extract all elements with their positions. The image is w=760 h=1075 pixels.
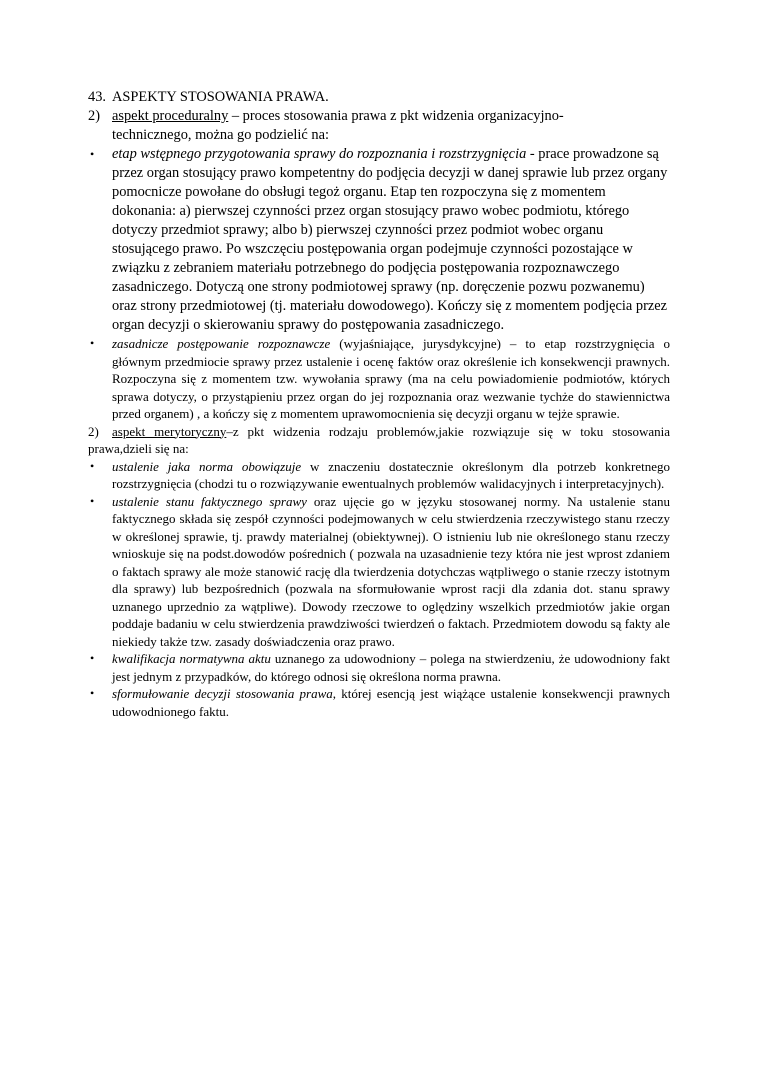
list-item-norm: [88, 458, 670, 493]
list-item-main-proceedings: [88, 335, 670, 423]
term-substantive-aspect: aspekt merytoryczny: [112, 423, 227, 439]
item-term: etap wstępnego przygotowania sprawy do rozpoznania i rozstrzygnięcia: [112, 146, 527, 162]
bullet-icon: •: [90, 147, 95, 161]
item-text: uznanego za udowodniony – polega na stwierdzeniu, że udowodniony fakt jest jednym z przypadków, do którego odnosi się określona norma prawna.: [112, 651, 670, 684]
item-term: kwalifikacja normatywna aktu: [112, 651, 271, 666]
bullet-icon: •: [90, 651, 95, 665]
item-text: w znaczeniu dostatecznie określonym dla potrzeb konkretnego rozstrzygnięcia (chodzi tu o rozwiązywanie ewentualnych problemów walidacyjnych i interpretacyjnych).: [112, 458, 670, 491]
section-continuation: technicznego, można go podzielić na:: [112, 127, 329, 143]
section-text: –z pkt widzenia rodzaju problemów,jakie rozwiązuje się w toku stosowania prawa,dzieli się na:: [88, 423, 670, 456]
section-number: 2): [88, 108, 100, 124]
section-text: – proces stosowania prawa z pkt widzenia organizacyjno-: [228, 108, 564, 124]
item-term: zasadnicze postępowanie rozpoznawcze: [112, 336, 331, 351]
document-page: [88, 88, 670, 720]
item-term: sformułowanie decyzji stosowania prawa: [112, 686, 333, 701]
item-text: , której esencją jest wiążące ustalenie konsekwencji prawnych udowodnionego faktu.: [112, 686, 670, 719]
list-item-preparatory-stage: [88, 145, 670, 335]
section-procedural: [88, 107, 670, 126]
item-term: ustalenie stanu faktycznego sprawy: [112, 493, 307, 509]
list-item-facts: [88, 493, 670, 651]
bullet-icon: •: [90, 493, 95, 508]
heading-number: 43.: [88, 89, 106, 105]
item-text: - prace prowadzone są przez organ stosujący prawo kompetentny do podjęcia decyzji w danej sprawie lub przez organy pomocnicze powołane do obsługi tegoż organu. Etap ten rozpoczyna się z momentem dokonania: a) pierwszej czynności przez organ stosujący prawo wobec podmiotu, którego dotyczy przedmiot sprawy; albo b) pierwszej czynności przez podmiot wobec organu stosującego prawo. Po wszczęciu postępowania organ podejmuje czynności pozostające w związku z zebraniem materiału potrzebnego do podjęcia postępowania rozpoznawczego zasadniczego. Dotyczą one strony podmiotowej sprawy (np. doręczenie pozwu pozwanemu) oraz strony przedmiotowej (tj. materiału dowodowego). Kończy się z momentem podjęcia przez organ decyzji o skierowaniu sprawy do postępowania zasadniczego.: [112, 146, 668, 333]
list-item-decision: [88, 685, 670, 720]
item-text: (wyjaśniające, jurysdykcyjne) – to etap rozstrzygnięcia o głównym przedmiocie sprawy przez ustalenie i ocenę faktów oraz określenie ich konsekwencji prawnych. Rozpoczyna się z momentem tzw. wywołania sprawy (ma na celu powiadomienie podmiotów, których sprawa dotyczy, o przystąpieniu przez organ do jej rozpoznania oraz wezwanie tychże do stawiennictwa przed organem) , a kończy się z momentem uprawomocnienia się decyzji organu w tejże sprawie.: [112, 336, 671, 421]
section-heading: [88, 88, 670, 107]
section-substantive: [88, 423, 670, 458]
list-item-qualification: [88, 650, 670, 685]
bullet-icon: •: [90, 336, 95, 350]
heading-text: ASPEKTY STOSOWANIA PRAWA.: [112, 89, 329, 105]
item-term: ustalenie jaka norma obowiązuje: [112, 458, 302, 474]
item-text: oraz ujęcie go w języku stosowanej normy. Na ustalenie stanu faktycznego składa się zespół czynności podejmowanych w celu stwierdzenia rzeczywistego stanu rzeczy w określonej sprawie, tj. prawdy materialnej (obiektywnej). O istnieniu lub nie określonego stanu rzeczy wnioskuje się na podst.dowodów pośrednich ( pozwala na uzasadnienie tezy która nie jest wprost zdaniem o faktach sprawy ale może stanowić rację dla twierdzenia dotychczas wątpliwego o stanie rzeczy istotnym dla sprawy) lub bezpośrednich (pozwala na sformułowanie wprost racji dla zdania dot. stanu sprawy uznanego uprzednio za wątpliwe). Dowody rzeczowe to oględziny wszelkich przedmiotów jakie organ poddaje badaniu w celu stwierdzenia prawdziwości twierdzeń o faktach. Przedmiotem dowodu są fakty ale niekiedy także tzw. zasady doświadczenia oraz prawo.: [112, 493, 670, 649]
bullet-icon: •: [90, 686, 95, 700]
section-number: 2): [88, 423, 99, 439]
term-procedural-aspect: aspekt proceduralny: [112, 108, 229, 124]
bullet-icon: •: [90, 458, 95, 473]
